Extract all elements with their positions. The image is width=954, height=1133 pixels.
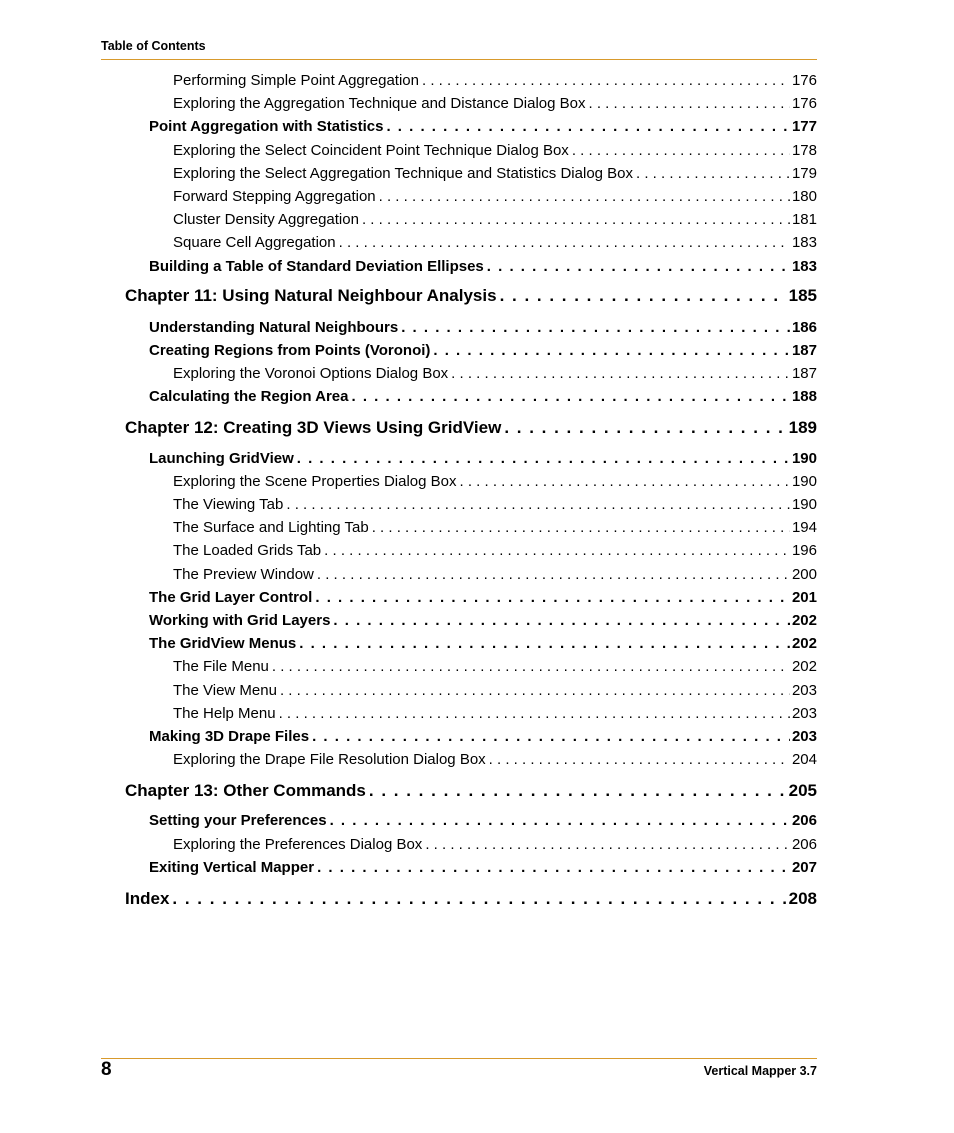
dot-leader bbox=[172, 889, 786, 909]
toc-section-entry[interactable] bbox=[149, 859, 817, 876]
toc-entry-page: 183 bbox=[791, 234, 817, 251]
toc-entry-page: 203 bbox=[791, 705, 817, 722]
toc-subsection-entry[interactable] bbox=[173, 496, 817, 513]
dot-leader bbox=[317, 859, 790, 876]
toc-entry-page: 177 bbox=[791, 118, 817, 135]
toc-section-entry[interactable] bbox=[149, 612, 817, 629]
dot-leader bbox=[272, 658, 790, 675]
dot-leader bbox=[589, 95, 790, 112]
toc-section-entry[interactable] bbox=[149, 728, 817, 745]
toc-subsection-entry[interactable] bbox=[173, 473, 817, 490]
toc-entry-page: 178 bbox=[791, 142, 817, 159]
dot-leader bbox=[372, 519, 790, 536]
toc-entry-title: The Preview Window bbox=[173, 566, 314, 583]
toc-entry-page: 179 bbox=[791, 165, 817, 182]
toc-entry-page: 204 bbox=[791, 751, 817, 768]
dot-leader bbox=[330, 812, 790, 829]
toc-section-entry[interactable] bbox=[149, 589, 817, 606]
dot-leader bbox=[286, 496, 790, 513]
toc-subsection-entry[interactable] bbox=[173, 836, 817, 853]
dot-leader bbox=[324, 542, 790, 559]
toc-entry-title: Chapter 12: Creating 3D Views Using GridView bbox=[125, 418, 502, 437]
toc-entry-title: Index bbox=[125, 889, 170, 908]
toc-entry-page: 196 bbox=[791, 542, 817, 559]
toc-entry-page: 206 bbox=[791, 812, 817, 829]
toc-entry-page: 185 bbox=[788, 286, 817, 305]
toc-entry-title: The File Menu bbox=[173, 658, 269, 675]
footer-rule bbox=[101, 1058, 817, 1059]
toc-entry-page: 203 bbox=[791, 682, 817, 699]
toc-entry-title: Launching GridView bbox=[149, 450, 294, 467]
toc-entry-page: 187 bbox=[791, 365, 817, 382]
toc-entry-title: Working with Grid Layers bbox=[149, 612, 331, 629]
dot-leader bbox=[489, 751, 790, 768]
toc-entry-title: The Help Menu bbox=[173, 705, 276, 722]
toc-entry-page: 189 bbox=[788, 418, 817, 437]
toc-entry-title: The View Menu bbox=[173, 682, 277, 699]
toc-subsection-entry[interactable] bbox=[173, 682, 817, 699]
running-header: Table of Contents bbox=[101, 39, 206, 53]
toc-subsection-entry[interactable] bbox=[173, 705, 817, 722]
dot-leader bbox=[422, 72, 790, 89]
dot-leader bbox=[339, 234, 790, 251]
toc-entry-page: 202 bbox=[791, 635, 817, 652]
dot-leader bbox=[351, 388, 789, 405]
dot-leader bbox=[572, 142, 790, 159]
dot-leader bbox=[279, 705, 790, 722]
toc-entry-title: Exploring the Aggregation Technique and Distance Dialog Box bbox=[173, 95, 586, 112]
toc-entry-title: Forward Stepping Aggregation bbox=[173, 188, 376, 205]
toc-subsection-entry[interactable] bbox=[173, 519, 817, 536]
toc-entry-page: 176 bbox=[791, 72, 817, 89]
toc-entry-title: Understanding Natural Neighbours bbox=[149, 319, 399, 336]
dot-leader bbox=[312, 728, 790, 745]
toc-section-entry[interactable] bbox=[149, 118, 817, 135]
toc-chapter-entry[interactable] bbox=[125, 781, 817, 801]
toc-entry-page: 188 bbox=[791, 388, 817, 405]
toc-entry-title: The Surface and Lighting Tab bbox=[173, 519, 369, 536]
dot-leader bbox=[280, 682, 790, 699]
toc-entry-page: 202 bbox=[791, 658, 817, 675]
toc-entry-page: 206 bbox=[791, 836, 817, 853]
toc-entry-title: Exploring the Select Coincident Point Technique Dialog Box bbox=[173, 142, 569, 159]
toc-entry-page: 203 bbox=[791, 728, 817, 745]
toc-entry-title: Exploring the Preferences Dialog Box bbox=[173, 836, 423, 853]
toc-entry-title: The Loaded Grids Tab bbox=[173, 542, 322, 559]
toc-entry-page: 180 bbox=[791, 188, 817, 205]
dot-leader bbox=[299, 635, 790, 652]
dot-leader bbox=[333, 612, 790, 629]
toc-chapter-entry[interactable] bbox=[125, 418, 817, 438]
toc-subsection-entry[interactable] bbox=[173, 542, 817, 559]
toc-entry-title: Setting your Preferences bbox=[149, 812, 327, 829]
toc-entry-page: 194 bbox=[791, 519, 817, 536]
toc-subsection-entry[interactable] bbox=[173, 72, 817, 89]
toc-subsection-entry[interactable] bbox=[173, 165, 817, 182]
toc-entry-title: Making 3D Drape Files bbox=[149, 728, 310, 745]
toc-entry-title: Exploring the Select Aggregation Technique and Statistics Dialog Box bbox=[173, 165, 634, 182]
dot-leader bbox=[636, 165, 790, 182]
toc-subsection-entry[interactable] bbox=[173, 142, 817, 159]
toc-entry-title: Calculating the Region Area bbox=[149, 388, 349, 405]
toc-entry-title: Chapter 11: Using Natural Neighbour Analysis bbox=[125, 286, 497, 305]
toc-entry-page: 187 bbox=[791, 342, 817, 359]
toc-subsection-entry[interactable] bbox=[173, 365, 817, 382]
toc-subsection-entry[interactable] bbox=[173, 95, 817, 112]
toc-section-entry[interactable] bbox=[149, 342, 817, 359]
toc-entry-title: Exploring the Drape File Resolution Dialog Box bbox=[173, 751, 486, 768]
toc-entry-page: 202 bbox=[791, 612, 817, 629]
toc-entry-title: Square Cell Aggregation bbox=[173, 234, 336, 251]
toc-section-entry[interactable] bbox=[149, 812, 817, 829]
toc-entry-page: 205 bbox=[788, 781, 817, 800]
dot-leader bbox=[297, 450, 790, 467]
toc-entry-title: The GridView Menus bbox=[149, 635, 297, 652]
toc-subsection-entry[interactable] bbox=[173, 751, 817, 768]
dot-leader bbox=[315, 589, 790, 606]
toc-section-entry[interactable] bbox=[149, 258, 817, 275]
toc-subsection-entry[interactable] bbox=[173, 234, 817, 251]
toc-section-entry[interactable] bbox=[149, 319, 817, 336]
dot-leader bbox=[504, 418, 786, 438]
toc-entry-title: Chapter 13: Other Commands bbox=[125, 781, 366, 800]
dot-leader bbox=[401, 319, 790, 336]
toc-entry-title: Creating Regions from Points (Voronoi) bbox=[149, 342, 431, 359]
toc-entry-page: 208 bbox=[788, 889, 817, 908]
dot-leader bbox=[433, 342, 790, 359]
toc-entry-page: 201 bbox=[791, 589, 817, 606]
dot-leader bbox=[362, 211, 790, 228]
toc-entry-page: 186 bbox=[791, 319, 817, 336]
toc-subsection-entry[interactable] bbox=[173, 566, 817, 583]
toc-entry-title: The Viewing Tab bbox=[173, 496, 284, 513]
toc-entry-page: 200 bbox=[791, 566, 817, 583]
toc-entry-page: 176 bbox=[791, 95, 817, 112]
dot-leader bbox=[460, 473, 790, 490]
toc-entry-title: Exiting Vertical Mapper bbox=[149, 859, 315, 876]
toc-entry-page: 190 bbox=[791, 473, 817, 490]
toc-entry-title: The Grid Layer Control bbox=[149, 589, 313, 606]
dot-leader bbox=[425, 836, 790, 853]
toc-section-entry[interactable] bbox=[149, 450, 817, 467]
toc-entry-page: 190 bbox=[791, 450, 817, 467]
toc-entry-title: Point Aggregation with Statistics bbox=[149, 118, 384, 135]
header-rule bbox=[101, 59, 817, 60]
toc-entry-title: Building a Table of Standard Deviation Ellipses bbox=[149, 258, 484, 275]
toc-entry-title: Cluster Density Aggregation bbox=[173, 211, 359, 228]
toc-chapter-entry[interactable] bbox=[125, 286, 817, 306]
toc-subsection-entry[interactable] bbox=[173, 658, 817, 675]
dot-leader bbox=[317, 566, 790, 583]
toc-entry-page: 207 bbox=[791, 859, 817, 876]
toc-subsection-entry[interactable] bbox=[173, 211, 817, 228]
toc-entry-title: Exploring the Scene Properties Dialog Box bbox=[173, 473, 457, 490]
dot-leader bbox=[487, 258, 790, 275]
dot-leader bbox=[386, 118, 790, 135]
toc-entry-page: 181 bbox=[791, 211, 817, 228]
toc-entry-page: 183 bbox=[791, 258, 817, 275]
toc-section-entry[interactable] bbox=[149, 635, 817, 652]
dot-leader bbox=[379, 188, 790, 205]
toc-section-entry[interactable] bbox=[149, 388, 817, 405]
toc-entry-title: Performing Simple Point Aggregation bbox=[173, 72, 419, 89]
dot-leader bbox=[369, 781, 787, 801]
dot-leader bbox=[500, 286, 787, 306]
dot-leader bbox=[451, 365, 790, 382]
toc-entry-page: 190 bbox=[791, 496, 817, 513]
page-number: 8 bbox=[101, 1059, 112, 1080]
toc-entry-title: Exploring the Voronoi Options Dialog Box bbox=[173, 365, 449, 382]
toc-subsection-entry[interactable] bbox=[173, 188, 817, 205]
footer-doc-title: Vertical Mapper 3.7 bbox=[703, 1064, 817, 1078]
toc-chapter-entry[interactable] bbox=[125, 889, 817, 909]
